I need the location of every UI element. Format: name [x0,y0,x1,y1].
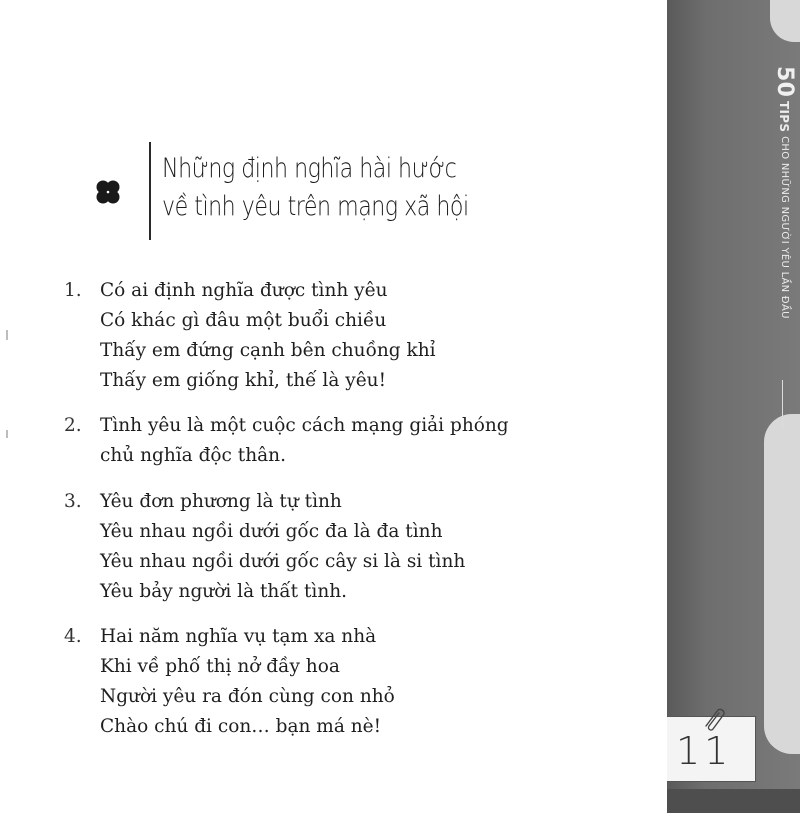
item-line: Hai năm nghĩa vụ tạm xa nhà [100,626,377,647]
item-line: Có ai định nghĩa được tình yêu [100,280,388,301]
tab-notch-middle [764,414,800,754]
item-line: Thấy em đứng cạnh bên chuồng khỉ [100,340,436,361]
item-number: 1. [64,280,82,301]
tab-bottom-band [667,789,800,813]
item-line: Yêu đơn phương là tự tình [100,491,342,512]
scan-mark [6,430,8,438]
scan-mark [6,330,8,340]
heading-line-2: về tình yêu trên mạng xã hội [162,191,469,222]
item-line: Yêu nhau ngồi dưới gốc cây si là si tình [100,551,466,572]
item-text [100,411,509,471]
clover-icon [92,176,124,208]
item-number: 3. [64,491,82,512]
item-line: Có khác gì đâu một buổi chiều [100,310,387,331]
item-number: 4. [64,626,82,647]
item-text [100,622,395,742]
item-number: 2. [64,415,82,436]
series-tab-label [770,66,800,426]
item-line: Tình yêu là một cuộc cách mạng giải phóng [100,415,509,436]
paperclip-icon [700,704,728,732]
item-line: Yêu bảy người là thất tình. [100,581,348,602]
item-line: Yêu nhau ngồi dưới gốc đa là đa tình [100,521,443,542]
page-number: 11 [676,729,733,773]
series-number: 50 [772,66,797,98]
item-text [100,276,436,396]
item-line: Người yêu ra đón cùng con nhỏ [100,686,395,707]
series-tab-text [772,66,797,319]
item-line: Thấy em giống khỉ, thế là yêu! [100,370,387,391]
heading-divider [149,142,151,240]
series-subtitle: CHO NHỮNG NGƯỜI YÊU LẦN ĐẦU [779,136,790,319]
item-line: Chào chú đi con… bạn má nè! [100,716,382,737]
item-text [100,487,465,607]
series-tips: TIPS [777,101,791,133]
item-line: Khi về phố thị nở đầy hoa [100,656,340,677]
item-line: chủ nghĩa độc thân. [100,445,286,466]
heading-line-1: Những định nghĩa hài hước [162,153,457,184]
section-heading [162,150,469,226]
tab-divider [782,380,783,428]
